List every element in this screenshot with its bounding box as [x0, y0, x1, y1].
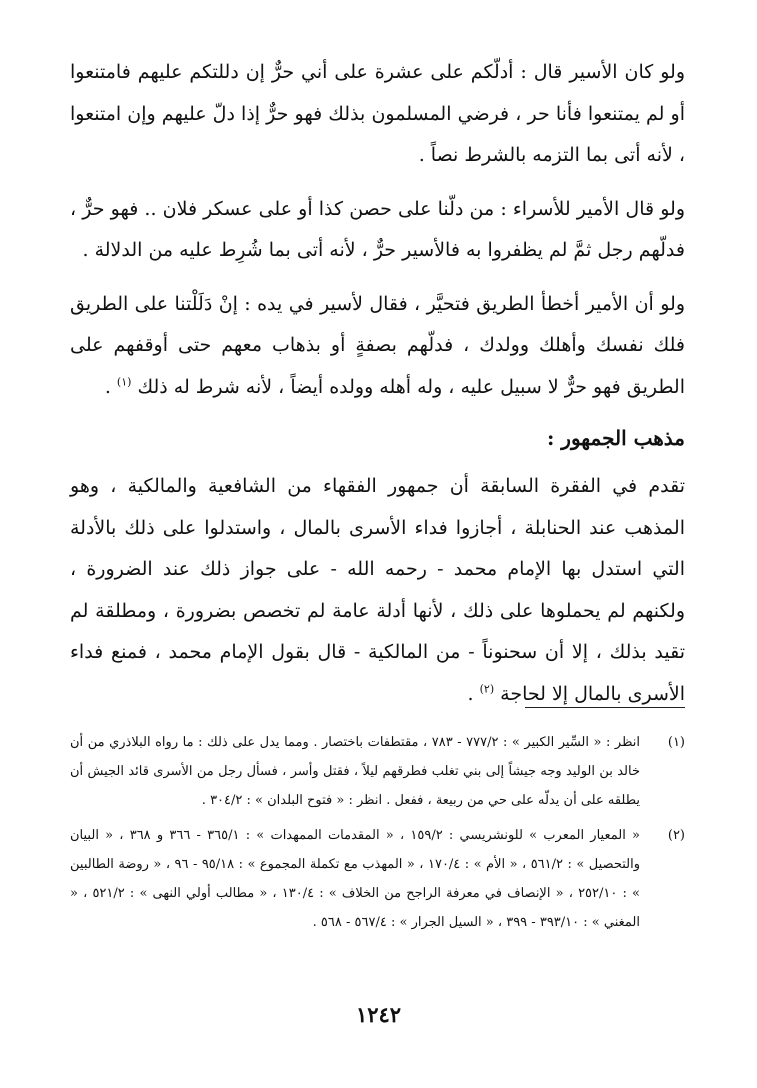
footnote-ref-2[interactable]: (٢) [479, 682, 495, 696]
footnote-1 [70, 728, 685, 815]
footnote-divider [525, 707, 685, 708]
footnote-ref-1[interactable]: (١) [116, 375, 132, 389]
paragraph-captive-ten: ولو كان الأسير قال : أدلّكم على عشرة على أني حرٌّ إن دللتكم عليهم فامتنعوا أو لم يمتنعوا فأنا حر ، فرضي المسلمون بذلك فهو حرٌّ إذا دلّ عليهم وإن امتنعوا ، لأنه أتى بما التزمه بالشرط نصاً . [70, 61, 685, 166]
section-heading: مذهب الجمهور : [546, 426, 685, 450]
paragraph-emir-captives: ولو قال الأمير للأسراء : من دلّنا على حصن كذا أو على عسكر فلان .. فهو حرٌّ ، فدلّهم رجل ثمَّ لم يظفروا به فالأسير حرٌّ ، لأنه أتى بما شُرِط عليه من الدلالة . [70, 197, 685, 261]
paragraph-emir-lost-way [70, 284, 685, 409]
page-number: ١٢٤٢ [355, 1002, 402, 1027]
footnote-text: انظر : « السِّير الكبير » : ٧٧٧/٢ - ٧٨٣ ، مقتطفات باختصار . ومما يدل على ذلك : ما رواه البلاذري من أن خالد بن الوليد وجه جيشاً إلى بني تغلب فطرقهم ليلاً ، فقتل وأسر ، فسأل رجل من الأسرى قائد الجيش أن يطلقه على أن يدلّه على حي من ربيعة ، ففعل . انظر : « فتوح البلدان » : ٣٠٤/٢ . [70, 735, 640, 808]
paragraph-emir-lost-way-text: ولو أن الأمير أخطأ الطريق فتحيَّر ، فقال لأسير في يده : إنْ دَلَلْتنا على الطريق فلك نفسك وأهلك وولدك ، فدلّهم بصفةٍ أو بذهاب معهم حتى أوقفهم على الطريق فهو حرٌّ لا سبيل عليه ، وله أهله وولده أيضاً ، لأنه شرط له ذلك [70, 292, 685, 398]
paragraph-emir-lost-way-end: . [104, 375, 117, 398]
paragraph-majority-view [70, 466, 685, 715]
footnote-number: (١) [667, 735, 685, 750]
footnote-number: (٢) [667, 828, 685, 843]
footnote-2 [70, 821, 685, 937]
footnote-text: « المعيار المعرب » للونشريسي : ١٥٩/٢ ، « المقدمات الممهدات » : ٣٦٥/١ - ٣٦٦ و ٣٦٨ ، « البيان والتحصيل » : ٥٦١/٢ ، « الأم » : ١٧٠/٤ ، « المهذب مع تكملة المجموع » : ٩٥/١٨ - ٩٦ ، « روضة الطالبين » : ٢٥٢/١٠ ، « الإنصاف في معرفة الراجح من الخلاف » : ١٣٠/٤ ، « مطالب أولي النهى » : ٥٢١/٢ ، « المغني » : ٣٩٣/١٠ - ٣٩٩ ، « السيل الجرار » : ٥٦٧/٤ - ٥٦٨ . [70, 828, 640, 930]
paragraph-majority-view-text: تقدم في الفقرة السابقة أن جمهور الفقهاء من الشافعية والمالكية ، وهو المذهب عند الحنابلة ، أجازوا فداء الأسرى بالمال ، واستدلوا على ذلك بالأدلة التي استدل بها الإمام محمد - رحمه الله - على جواز ذلك عند الضرورة ، ولكنهم لم يحملوها على ذلك ، لأنها أدلة عامة لم تخصص بضرورة ، ومطلقة لم تقيد بذلك ، إلا أن سحنوناً - من المالكية - قال بقول الإمام محمد ، فمنع فداء الأسرى بالمال إلا لحاجة [70, 475, 685, 705]
main-text [70, 52, 685, 727]
paragraph-majority-view-end: . [467, 682, 480, 705]
footnotes [70, 728, 685, 943]
